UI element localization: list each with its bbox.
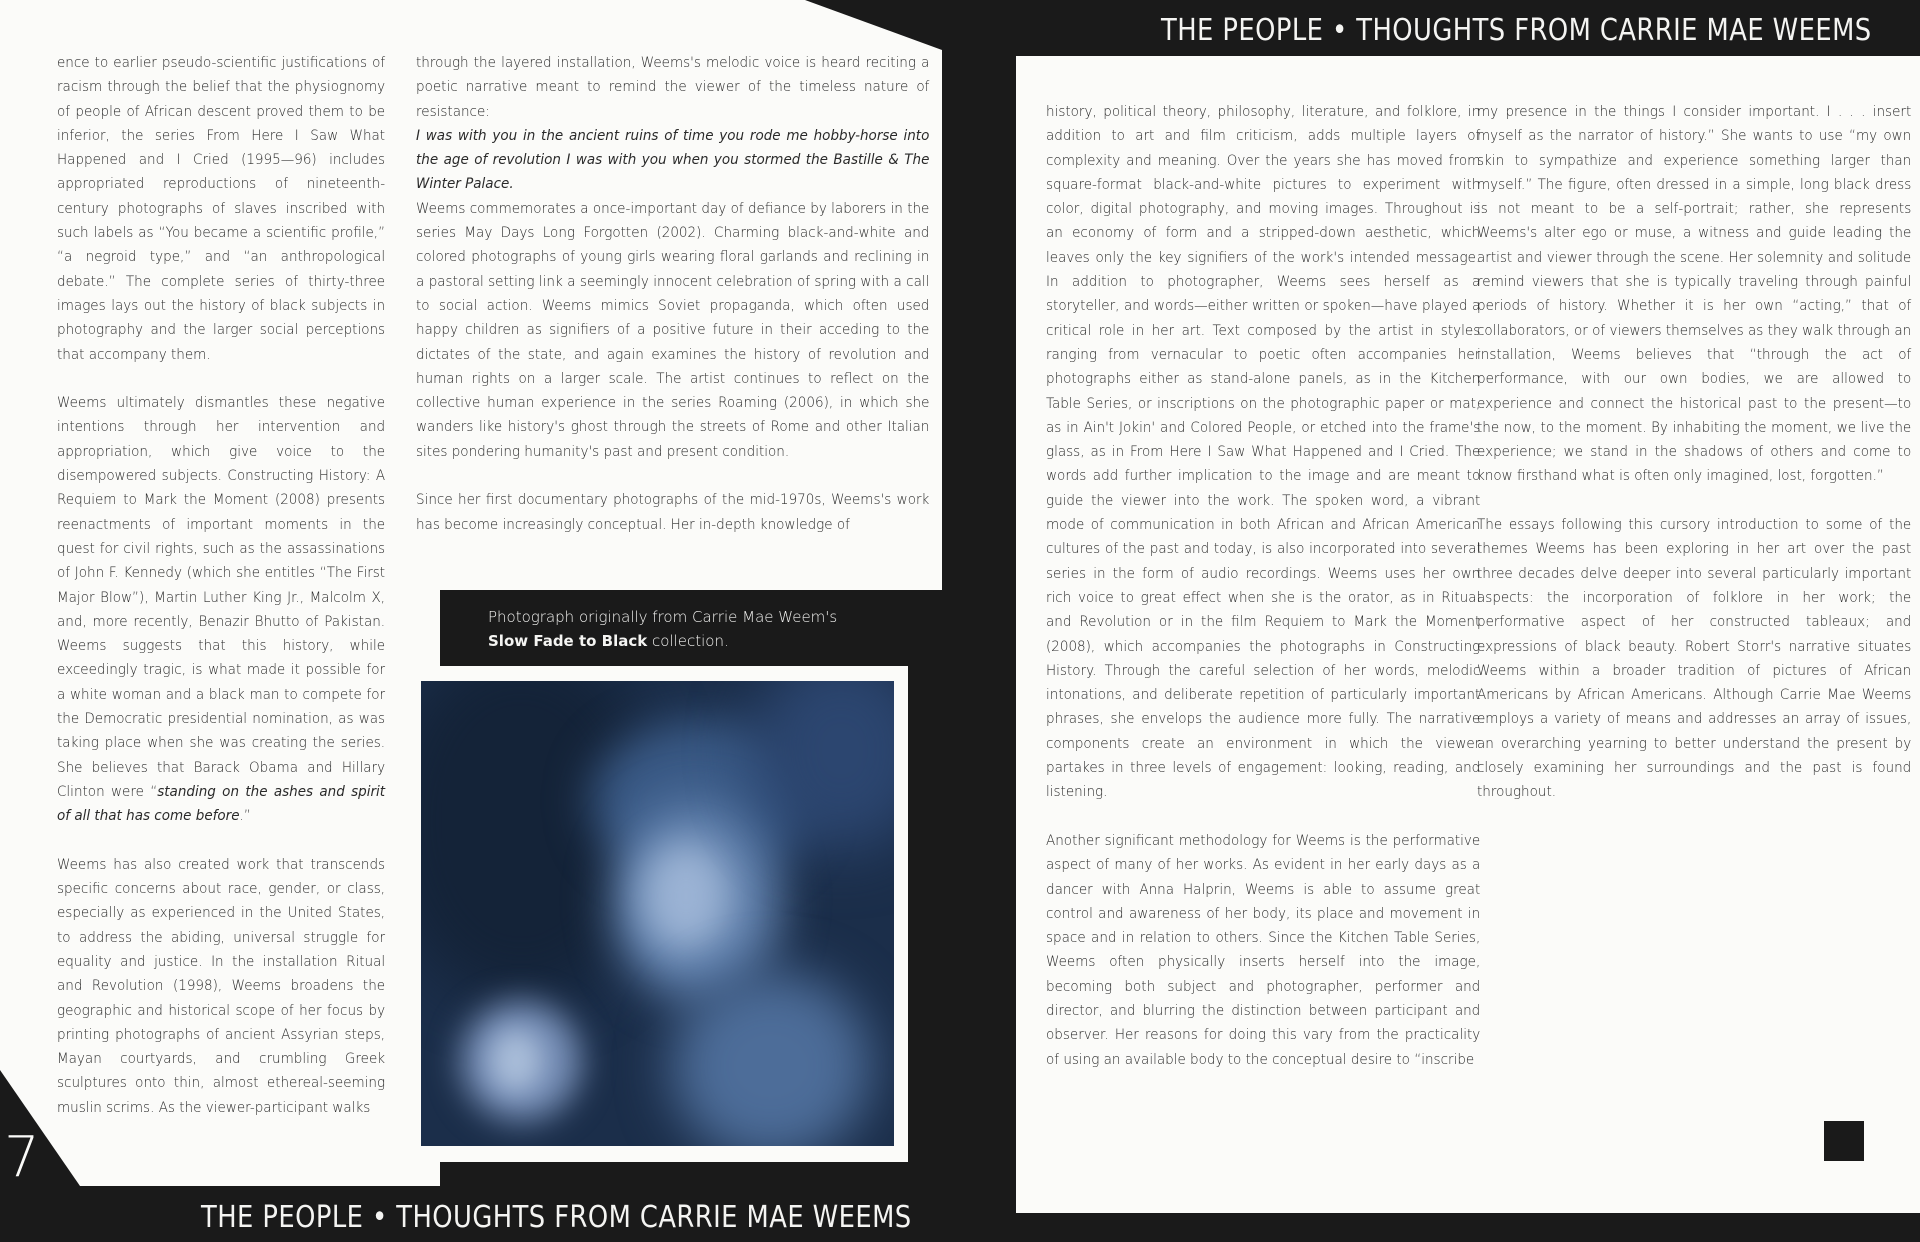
caption-text: Photograph originally from Carrie Mae Weem's <box>488 608 838 626</box>
text-column-4 <box>1477 100 1911 805</box>
text-column-1 <box>57 51 385 1120</box>
paragraph-text: Weems ultimately dismantles these negative intentions through her intervention and appropriation, which give voice to the disempowered subjects. Constructing History: A Requiem to Mark the Moment (2008) presents reenactments of important moments in the quest for civil rights, such as the assassinations of John F. Kennedy (which she entitles “The First Major Blow”), Martin Luther King Jr., Malcolm X, and, more recently, Benazir Bhutto of Pakistan. Weems suggests that this history, while exceedingly tragic, is what made it possible for a white woman and a black man to compete for the Democratic presidential nomination, as was taking place when she was creating the series. She believes that Barack Obama and Hillary Clinton were “ <box>57 395 386 800</box>
photo-neck-region <box>671 971 871 1146</box>
paragraph: The essays following this cursory introduction to some of the themes Weems has been exploring in her art over the past three decades delve deeper into several particularly important aspects: the incorporation of folklore in her work; the performative aspect of her constructed tableaux; and expressions of black beauty. Robert Storr's narrative situates Weems within a broader tradition of pictures of African Americans by African Americans. Although Carrie Mae Weems employs a variety of means and addresses an array of issues, an overarching yearning to better understand the present by closely examining her surroundings and the past is found throughout. <box>1477 517 1912 801</box>
blurred-portrait-photo <box>421 681 894 1146</box>
paragraph: history, political theory, philosophy, literature, and folklore, in addition to art and film criticism, adds multiple layers of complexity and meaning. Over the years she has moved from square-format black-and-white pictures to experiment with color, digital photography, and moving images. Throughout is an economy of form and a stripped-down aesthetic, which leaves only the key signifiers of the work's intended message. In addition to photographer, Weems sees herself as a storyteller, and words—either written or spoken—have played a critical role in her art. Text composed by the artist in styles ranging from vernacular to poetic often accompanies her photographs either as stand-alone panels, as in the Kitchen Table Series, or inscriptions on the photographic paper or mat, as in Ain't Jokin' and Colored People, or etched into the frame's glass, as in From Here I Saw What Happened and I Cried. The words add further implication to the image and are meant to guide the viewer into the work. The spoken word, a vibrant mode of communication in both African and African American cultures of the past and today, is also incorporated into several series in the form of audio recordings. Weems uses her own rich voice to great effect when she is the orator, as in Ritual and Revolution or in the film Requiem to Mark the Moment (2008), which accompanies the photographs in Constructing History. Through the careful selection of her words, melodic intonations, and deliberate repetition of particularly important phrases, she envelops the audience more fully. The narrative components create an environment in which the viewer partakes in three levels of engagement: looking, reading, and listening. <box>1046 104 1481 801</box>
running-header-right: THE PEOPLE • THOUGHTS FROM CARRIE MAE WEEMS <box>1161 13 1872 48</box>
poem-quote <box>416 124 929 197</box>
text-column-2 <box>416 51 929 537</box>
page-number: 7 <box>4 1125 40 1190</box>
photo-highlight <box>641 841 731 951</box>
caption-text: collection. <box>647 632 729 650</box>
running-header-left: THE PEOPLE • THOUGHTS FROM CARRIE MAE WEEMS <box>201 1200 912 1235</box>
photo-caption <box>488 605 888 653</box>
paragraph: Since her first documentary photographs of the mid-1970s, Weems's work has become increasingly conceptual. Her in-depth knowledge of <box>416 492 930 533</box>
paragraph: through the layered installation, Weems's melodic voice is heard reciting a poetic narrative meant to remind the viewer of the timeless nature of resistance: <box>416 55 930 120</box>
collection-name: Slow Fade to Black <box>488 632 648 650</box>
quote-italic: I was with you in the ancient ruins of time you rode me hobby-horse into the age of revolution I was with you when you stormed the Bastille & The Winter Palace. <box>416 127 930 193</box>
paragraph: Weems commemorates a once-important day of defiance by laborers in the series May Days Long Forgotten (2002). Charming black-and-white and colored photographs of young girls wearing floral garlands and reclining in a pastoral setting link a seemingly innocent celebration of spring with a call to social action. Weems mimics Soviet propaganda, which often used happy children as signifiers of a positive future in their acceding to the dictates of the state, and again examines the history of revolution and human rights on a larger scale. The artist continues to reflect on the collective human experience in the series Roaming (2006), in which she wanders like history's ghost through the streets of Rome and other Italian sites pondering humanity's past and present condition. <box>416 200 930 460</box>
paragraph: Another significant methodology for Weems is the performative aspect of many of her works. As evident in her early days as a dancer with Anna Halprin, Weems is able to assume great control and awareness of her body, its place and movement in space and in relation to others. Since the Kitchen Table Series, Weems often physically inserts herself into the image, becoming both subject and photographer, performer and director, and blurring the distinction between participant and observer. Her reasons for doing this vary from the practicality of using an available body to the conceptual desire to “inscribe <box>1046 832 1481 1068</box>
quote-italic: standing on the ashes and spirit of all that has come before <box>57 783 386 825</box>
paragraph: Weems has also created work that transcends specific concerns about race, gender, or class, especially as experienced in the United States, to address the abiding, universal struggle for equality and justice. In the installation Ritual and Revolution (1998), Weems broadens the geographic and historical scope of her focus by printing photographs of ancient Assyrian steps, Mayan courtyards, and crumbling Greek sculptures onto thin, almost ethereal-seeming muslin scrims. As the viewer-participant walks <box>57 856 386 1116</box>
text-column-3 <box>1046 100 1480 1072</box>
paragraph: my presence in the things I consider important. I . . . insert myself as the narrator of history.” She wants to use “my own skin to sympathize and experience something larger than myself.” The figure, often dressed in a simple, long black dress is not meant to be a self-portrait; rather, she represents Weems's alter ego or muse, a witness and guide leading the artist and viewer through the scene. Her solemnity and solitude remind viewers that she is typically traveling through painful periods of history. Whether it is her own “acting,” that of collaborators, or of viewers themselves as they walk through an installation, Weems believes that “through the act of performance, with our own bodies, we are allowed to experience and connect the historical past to the present—to the now, to the moment. By inhabiting the moment, we live the experience; we stand in the shadows of others and come to know firsthand what is often only imagined, lost, forgotten.” <box>1477 104 1912 485</box>
paragraph: ence to earlier pseudo-scientific justifications of racism through the belief that the physiognomy of people of African descent proved them to be inferior, the series From Here I Saw What Happened and I Cried (1995—96) includes appropriated reproductions of nineteenth-century photographs of slaves inscribed with such labels as “You became a scientific profile,” “a negroid type,” and “an anthropological debate.” The complete series of thirty-three images lays out the history of black subjects in photography and the larger social perceptions that accompany them. <box>57 55 386 363</box>
paragraph <box>57 391 385 828</box>
end-of-article-mark <box>1824 1121 1864 1161</box>
paragraph-text: .” <box>239 808 251 825</box>
photo-hand-highlight <box>491 1031 541 1091</box>
